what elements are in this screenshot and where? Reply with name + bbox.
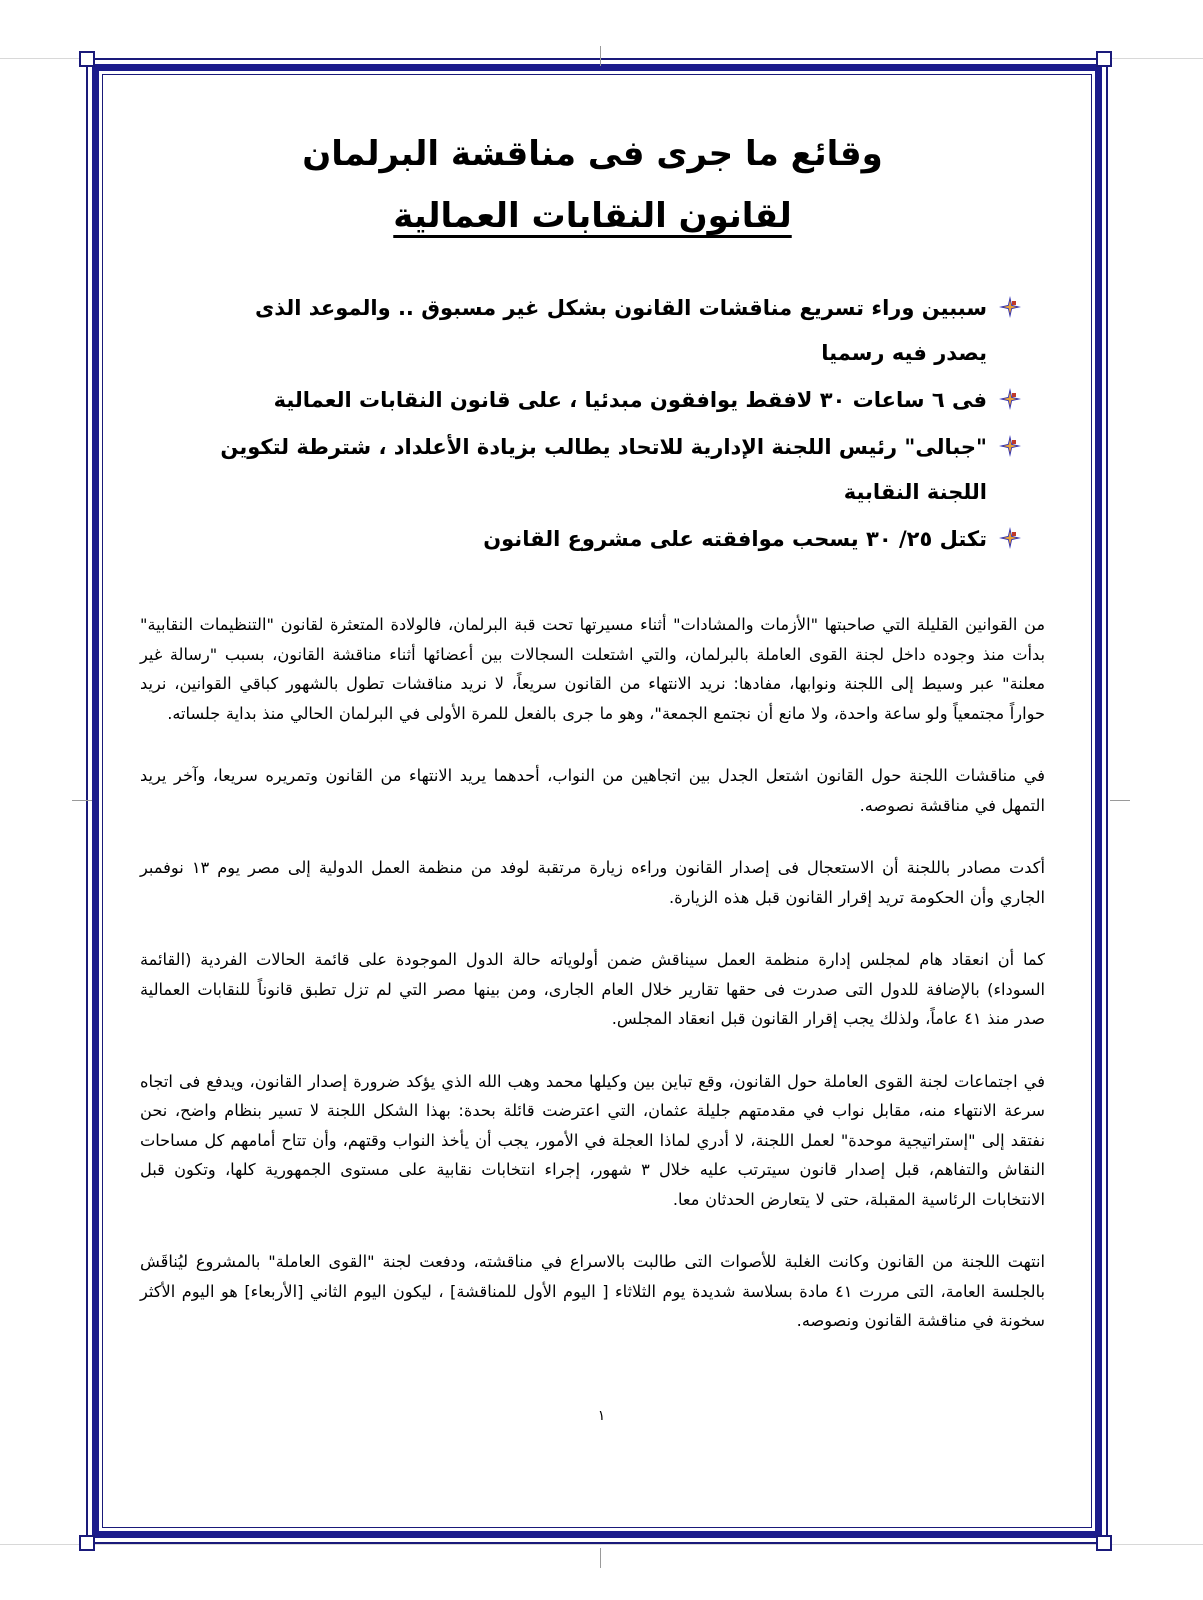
document-subtitle-text: لقانون النقابات العمالية [393,196,792,236]
four-point-star-icon [999,435,1021,457]
document-title: وقائع ما جرى فى مناقشة البرلمان [302,134,883,174]
document-body [140,120,1045,1369]
bullet-item [200,286,1025,376]
border-corner-bottom-right [1096,1535,1112,1551]
border-corner-bottom-left [79,1535,95,1551]
bullet-item [200,425,1025,515]
four-point-star-icon [999,527,1021,549]
border-tick-bottom [600,1548,601,1568]
page-number: ١ [597,1408,606,1424]
bullet-text: فى ٦ ساعات ٣٠ لافقط يوافقون مبدئيا ، على قانون النقابات العمالية [273,388,987,412]
article-body [140,610,1045,1336]
page-edge-line-bottom [0,1544,1203,1545]
article-paragraph: في اجتماعات لجنة القوى العاملة حول القانون، وقع تباين بين وكيلها محمد وهب الله الذي يؤكد ضرورة إصدار القانون، ويدفع فى اتجاه سرعة الانتهاء منه، مقابل نواب في مقدمتهم جليلة عثمان، التي اعترضت قائلة بحدة: بهذا الشكل اللجنة لا تسير بنظام واضح، نحن نفتقد إلى "إستراتيجية موحدة" لعمل اللجنة، لا أدري لماذا العجلة في الأمور، يجب أن يأخذ النواب وقتهم، وأن تتاح أمامهم كل مساحات النقاش والتفاهم، قبل إصدار قانون سيترتب عليه خلال ٣ شهور، إجراء انتخابات نقابية على مستوى الجمهورية كلها، وتكون قبل الانتخابات الرئاسية المقبلة، حتى لا يتعارض الحدثان معا. [140,1071,1045,1209]
article-paragraph: كما أن انعقاد هام لمجلس إدارة منظمة العمل سيناقش ضمن أولوياته حالة الدول الموجودة على قائمة الحالات الفردية (القائمة السوداء) بالإضافة للدول التى صدرت فى حقها تقارير خلال العام الجارى، ومن بينها مصر التي لم تزل تطبق قانوناً للنقابات العمالية صدر منذ ٤١ عاماً، ولذلك يجب إقرار القانون قبل انعقاد المجلس. [140,950,1045,1028]
article-paragraph: انتهت اللجنة من القانون وكانت الغلبة للأصوات التى طالبت بالاسراع في مناقشته، ودفعت لجنة "القوى العاملة" بالمشروع ليُناقَش بالجلسة العامة، التى مررت ٤١ مادة بسلاسة شديدة يوم الثلاثاء [ اليوم الأول للمناقشة] ، ليكون اليوم الثاني [الأربعاء] هو اليوم الأكثر سخونة في مناقشة القانون ونصوصه. [140,1252,1046,1330]
article-paragraph: في مناقشات اللجنة حول القانون اشتعل الجدل بين اتجاهين من النواب، أحدهما يريد الانتهاء من القانون وتمريره سريعا، وآخر يريد التمهل في مناقشة نصوصه. [140,766,1045,815]
bullet-item [200,378,1025,423]
article-paragraph: أكدت مصادر باللجنة أن الاستعجال فى إصدار القانون وراءه زيارة مرتقبة لوفد من منظمة العمل الدولية إلى مصر يوم ١٣ نوفمبر الجاري وأن الحكومة تريد إقرار القانون قبل هذه الزيارة. [140,858,1045,907]
document-subtitle [140,186,1045,246]
article-paragraph: من القوانين القليلة التي صاحبتها "الأزمات والمشادات" أثناء مسيرتها تحت قبة البرلمان، فالولادة المتعثرة لقانون "التنظيمات النقابية" بدأت منذ وجوده داخل لجنة القوى العاملة بالبرلمان، والتي اشتعلت السجالات بين أعضائها أثناء مناقشة القانون، بسبب "رسالة غير معلنة" عبر وسيط إلى اللجنة ونوابها، مفادها: نريد الانتهاء من القانون سريعاً، لا نريد مناقشات تطول بالشهور كباقي القوانين، نريد حواراً مجتمعياً ولو ساعة واحدة، ولا مانع أن نجتمع الجمعة"، وهو ما جرى بالفعل للمرة الأولى في البرلمان الحالي منذ بداية جلساته. [140,615,1045,723]
border-corner-top-left [79,51,95,67]
bullet-text: سببين وراء تسريع مناقشات القانون بشكل غير مسبوق .. والموعد الذى يصدر فيه رسميا [255,296,987,365]
four-point-star-icon [999,296,1021,318]
border-tick-right [1110,800,1130,801]
border-corner-top-right [1096,51,1112,67]
headline-bullets [140,286,1045,562]
border-tick-top [600,46,601,66]
border-tick-left [72,800,92,801]
bullet-item [200,517,1025,562]
four-point-star-icon [999,388,1021,410]
bullet-text: تكتل ٢٥/ ٣٠ يسحب موافقته على مشروع القانون [483,527,987,551]
bullet-text: "جبالى" رئيس اللجنة الإدارية للاتحاد يطالب بزيادة الأعلداد ، شترطة لتكوين اللجنة النقابية [220,435,987,504]
